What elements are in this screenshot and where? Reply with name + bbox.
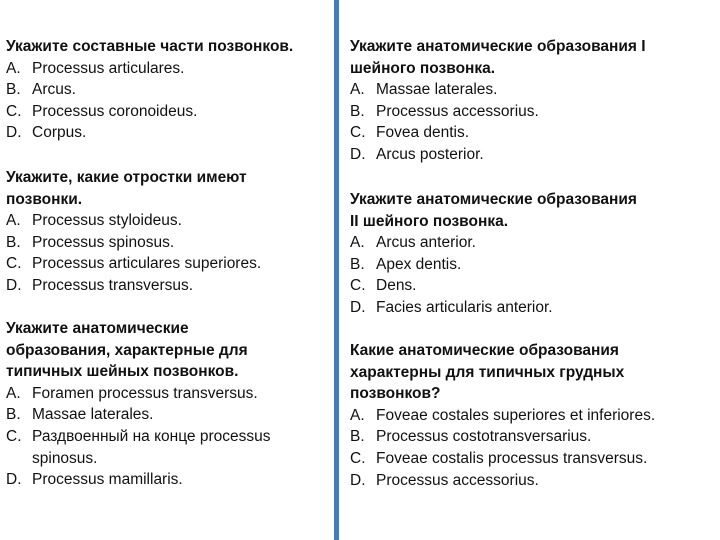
option-text: Facies articularis anterior. [376, 298, 553, 316]
option-text: Processus accessorius. [376, 102, 539, 120]
option-letter: C. [6, 255, 22, 273]
option-text: Processus articulares. [32, 59, 185, 77]
option-text: Fovea dentis. [376, 124, 470, 142]
option-text: Foramen processus transversus. [32, 384, 258, 402]
option-text: Раздвоенный на конце processus spinosus. [32, 427, 271, 467]
answer-option[interactable] [350, 470, 715, 492]
answer-option[interactable] [350, 144, 715, 166]
option-letter: B. [350, 428, 365, 446]
option-text: Arcus posterior. [376, 145, 484, 163]
question-text: Какие анатомические образования характерны для типичных грудных позвонков? [350, 342, 625, 403]
option-text: Apex dentis. [376, 255, 462, 273]
option-letter: D. [6, 124, 22, 142]
option-text: Processus mamillaris. [32, 471, 183, 489]
option-letter: B. [350, 102, 365, 120]
option-text: Processus styloideus. [32, 212, 182, 230]
answer-option[interactable] [6, 122, 351, 144]
option-letter: B. [6, 81, 21, 99]
option-letter: D. [350, 471, 366, 489]
option-text: Processus accessorius. [376, 471, 539, 489]
option-text: Foveae costales superiores et inferiores. [376, 406, 656, 424]
answer-option[interactable] [6, 426, 328, 469]
option-letter: A. [350, 406, 365, 424]
option-text: Foveae costalis processus transversus. [376, 449, 648, 467]
question-text: Укажите анатомические образования, характерные для типичных шейных позвонков. [6, 320, 248, 381]
question-block-5 [350, 189, 715, 319]
option-letter: C. [6, 102, 22, 120]
answer-option[interactable] [6, 79, 351, 101]
answer-option[interactable] [350, 232, 715, 254]
option-letter: A. [6, 212, 21, 230]
option-letter: B. [350, 255, 365, 273]
answer-option[interactable] [350, 254, 715, 276]
option-text: Dens. [376, 277, 417, 295]
answer-option[interactable] [350, 122, 715, 144]
question-block-1 [6, 36, 351, 144]
option-letter: C. [6, 427, 22, 445]
option-letter: A. [6, 384, 21, 402]
question-text: Укажите анатомические образования I шейного позвонка. [350, 38, 646, 77]
answer-option[interactable] [6, 469, 328, 491]
answer-option[interactable] [6, 383, 328, 405]
option-letter: D. [6, 471, 22, 489]
option-letter: A. [350, 81, 365, 99]
question-block-3 [6, 318, 328, 491]
option-text: Corpus. [32, 124, 87, 142]
question-block-6 [350, 340, 715, 491]
option-text: Massae laterales. [32, 406, 154, 424]
question-block-4 [350, 36, 715, 166]
option-text: Arcus anterior. [376, 234, 476, 252]
option-letter: D. [350, 145, 366, 163]
option-letter: B. [6, 233, 21, 251]
answer-option[interactable] [350, 275, 715, 297]
answer-option[interactable] [350, 79, 715, 101]
option-text: Processus coronoideus. [32, 102, 198, 120]
answer-option[interactable] [350, 101, 715, 123]
question-block-2 [6, 167, 328, 297]
option-text: Processus spinosus. [32, 233, 175, 251]
option-letter: C. [350, 449, 366, 467]
answer-option[interactable] [6, 232, 328, 254]
answer-option[interactable] [6, 58, 351, 80]
option-letter: D. [6, 276, 22, 294]
answer-option[interactable] [6, 101, 351, 123]
option-letter: A. [350, 234, 365, 252]
question-text: Укажите, какие отростки имеют позвонки. [6, 169, 247, 208]
answer-option[interactable] [350, 405, 715, 427]
answer-option[interactable] [350, 448, 715, 470]
answer-option[interactable] [6, 210, 328, 232]
option-letter: B. [6, 406, 21, 424]
option-letter: C. [350, 124, 366, 142]
answer-option[interactable] [350, 297, 715, 319]
option-text: Processus articulares superiores. [32, 255, 262, 273]
answer-option[interactable] [350, 426, 715, 448]
answer-option[interactable] [6, 253, 328, 275]
question-text: Укажите составные части позвонков. [6, 38, 294, 55]
option-letter: C. [350, 277, 366, 295]
question-text: Укажите анатомические образования II шейного позвонка. [350, 191, 637, 230]
option-text: Arcus. [32, 81, 76, 99]
option-letter: A. [6, 59, 21, 77]
option-text: Processus transversus. [32, 276, 194, 294]
option-text: Massae laterales. [376, 81, 498, 99]
answer-option[interactable] [6, 404, 328, 426]
option-text: Processus costotransversarius. [376, 428, 592, 446]
option-letter: D. [350, 298, 366, 316]
answer-option[interactable] [6, 275, 328, 297]
column-divider [334, 0, 339, 540]
